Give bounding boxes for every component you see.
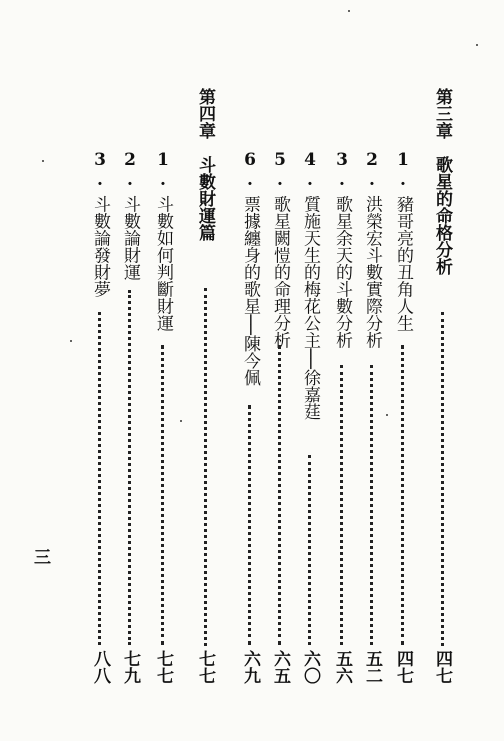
entry-title: 洪榮宏斗數實際分析	[362, 195, 382, 349]
chapter4-title: 第四章 斗數財運篇	[195, 88, 215, 241]
toc-entry-3-5	[270, 150, 290, 348]
chapter4-leader	[204, 288, 211, 646]
toc-entry-3-4	[300, 150, 320, 420]
entry-page: 七九	[120, 650, 140, 684]
entry-title: 票據纏身的歌星──陳今佩	[240, 195, 260, 386]
scan-speck	[386, 414, 388, 416]
toc-entry-3-6	[240, 150, 260, 386]
entry-number: 1.	[393, 150, 413, 190]
entry-title: 斗數如何判斷財運	[153, 195, 173, 332]
entry-number: 3.	[90, 150, 110, 190]
scan-speck	[348, 10, 350, 12]
toc-leader	[340, 365, 347, 645]
entry-title: 歌星闕愷的命理分析	[270, 195, 290, 349]
toc-entry-4-3	[90, 150, 110, 297]
entry-title: 歌星余天的斗數分析	[332, 195, 352, 349]
scan-speck	[42, 160, 44, 162]
scan-speck	[180, 420, 182, 422]
toc-entry-3-1	[393, 150, 413, 331]
entry-number: 3.	[332, 150, 352, 190]
scan-speck	[476, 44, 478, 46]
chapter3-leader	[441, 312, 448, 646]
entry-page: 六九	[240, 650, 260, 684]
entry-page: 六五	[270, 650, 290, 684]
entry-page: 六〇	[300, 650, 320, 684]
entry-number: 6.	[240, 150, 260, 190]
toc-entry-4-1	[153, 150, 173, 331]
entry-number: 4.	[300, 150, 320, 190]
entry-number: 1.	[153, 150, 173, 190]
entry-page: 五二	[362, 650, 382, 684]
toc-leader	[161, 345, 168, 645]
entry-page: 八八	[90, 650, 110, 684]
entry-page: 四七	[393, 650, 413, 684]
entry-title: 斗數論發財夢	[90, 195, 110, 298]
toc-leader	[278, 345, 285, 645]
toc-leader	[98, 312, 105, 645]
chapter3-page: 四七	[432, 650, 452, 684]
toc-leader	[308, 455, 315, 645]
toc-leader	[401, 345, 408, 645]
entry-page: 五六	[332, 650, 352, 684]
scan-speck	[70, 340, 72, 342]
toc-leader	[370, 365, 377, 645]
toc-leader	[128, 290, 135, 645]
entry-page: 七七	[153, 650, 173, 684]
toc-entry-3-2	[362, 150, 382, 348]
toc-leader	[248, 405, 255, 645]
entry-number: 2.	[362, 150, 382, 190]
toc-entry-4-2	[120, 150, 140, 280]
entry-title: 斗數論財運	[120, 195, 140, 281]
entry-title: 豬哥亮的丑角人生	[393, 195, 413, 332]
entry-title: 質施天生的梅花公主──徐嘉莛	[300, 195, 320, 420]
chapter4-page: 七七	[195, 650, 215, 684]
toc-entry-3-3	[332, 150, 352, 348]
entry-number: 5.	[270, 150, 290, 190]
entry-number: 2.	[120, 150, 140, 190]
chapter3-title: 第三章 歌星的命格分析	[432, 88, 452, 275]
page-number: 三	[30, 548, 50, 565]
